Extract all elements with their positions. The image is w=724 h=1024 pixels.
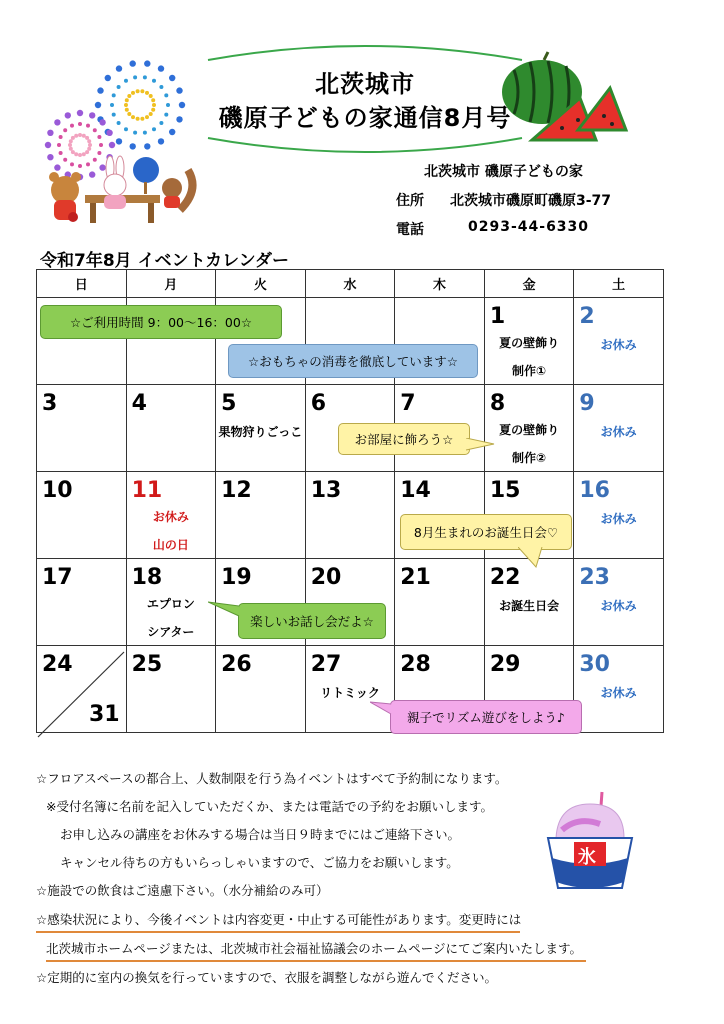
day-cell-21 — [395, 559, 485, 646]
event-text: 山の日 — [152, 538, 189, 552]
event-text: シアター — [147, 625, 195, 639]
day-number: 22 — [489, 565, 521, 590]
day-number: 20 — [310, 565, 342, 590]
day-cell-22 — [484, 559, 574, 646]
day-number: 19 — [221, 565, 252, 590]
note-infection: ☆感染状況により、今後イベントは内容変更・中止する可能性があります。変更時には — [36, 912, 522, 927]
day-number: 18 — [131, 565, 163, 590]
event-text: 制作① — [512, 364, 547, 378]
event-text: お誕生日会 — [499, 599, 560, 613]
day-cell-10 — [37, 472, 127, 559]
weekday-header: 土 — [574, 270, 664, 298]
note-waitlist: キャンセル待ちの方もいらっしゃいますので、ご協力をお願いします。 — [60, 855, 459, 870]
day-cell-17 — [37, 559, 127, 646]
note-food: ☆施設での飲食はご遠慮下さい。（水分補給のみ可） — [36, 883, 329, 898]
day-cell-26 — [216, 646, 306, 733]
day-number: 17 — [42, 565, 73, 590]
day-cell-25 — [126, 646, 216, 733]
day-number: 11 — [131, 478, 163, 503]
day-number: 23 — [579, 565, 610, 590]
event-calendar — [36, 269, 664, 739]
address-value: 北茨城市磯原町磯原3-77 — [450, 193, 612, 209]
day-number: 14 — [400, 478, 431, 503]
title-line-2: 磯原子どもの家通信8月号 — [218, 104, 512, 132]
note-reservation: ☆フロアスペースの都合上、人数制限を行う為イベントはすべて予約制になります。 — [36, 771, 508, 786]
day-cell-8 — [484, 385, 574, 472]
rhythm-bubble-tail — [370, 700, 392, 716]
event-text: お休み — [600, 338, 637, 352]
phone-label: 電話 — [396, 222, 424, 238]
day-number: 12 — [221, 478, 252, 503]
watermelon-illustration — [492, 50, 634, 150]
event-text: 夏の壁飾り — [499, 423, 560, 437]
day-number-31: 31 — [88, 702, 120, 727]
day-number: 26 — [221, 652, 252, 677]
shaved-ice-label: 氷 — [578, 847, 596, 868]
event-text: お休み — [600, 512, 637, 526]
firework-pink — [45, 110, 115, 180]
day-cell-1 — [484, 298, 574, 385]
org-name: 北茨城市 磯原子どもの家 — [424, 164, 583, 180]
fireworks-illustration — [40, 50, 200, 230]
day-24-31-divider — [36, 650, 126, 739]
toy-sanitize-bubble: ☆おもちゃの消毒を徹底しています☆ — [228, 344, 478, 378]
day-cell-23 — [574, 559, 664, 646]
birthday-bubble: 8月生まれのお誕生日会♡ — [400, 514, 572, 550]
day-number: 10 — [42, 478, 73, 503]
day-number: 25 — [131, 652, 163, 677]
day-number: 6 — [310, 391, 326, 416]
day-cell-12 — [216, 472, 306, 559]
event-text: エプロン — [146, 597, 195, 611]
event-text: 果物狩りごっこ — [218, 425, 303, 439]
day-number: 8 — [489, 391, 506, 416]
rhythm-bubble: 親子でリズム遊びをしよう♪ — [390, 700, 582, 734]
day-number: 30 — [579, 652, 610, 677]
day-number: 2 — [579, 304, 595, 329]
day-cell-27 — [305, 646, 395, 733]
note-cancel: お申し込みの講座をお休みする場合は当日９時までにはご連絡下さい。 — [60, 827, 461, 842]
weekday-header: 火 — [216, 270, 306, 298]
event-text: リトミック — [320, 686, 380, 700]
note-homepage: 北茨城市ホームページまたは、北茨城市社会福祉協議会のホームページにてご案内いたします。 — [46, 941, 583, 956]
day-number: 24 — [42, 652, 73, 677]
event-text: お休み — [600, 686, 637, 700]
address-label: 住所 — [396, 193, 424, 209]
day-number: 28 — [400, 652, 431, 677]
weekday-row — [37, 270, 664, 298]
day-cell-5 — [216, 385, 306, 472]
weekday-header: 水 — [305, 270, 395, 298]
event-text: 夏の壁飾り — [499, 336, 560, 350]
day-cell-30 — [574, 646, 664, 733]
note-underline-1 — [36, 931, 520, 933]
day-number: 21 — [400, 565, 431, 590]
event-text: 制作② — [512, 451, 547, 465]
story-bubble-tail — [208, 600, 240, 620]
title-line-1: 北茨城市 — [315, 70, 415, 98]
day-cell-9 — [574, 385, 664, 472]
day-number: 5 — [221, 391, 237, 416]
day-cell-3 — [37, 385, 127, 472]
weekday-header: 金 — [484, 270, 574, 298]
day-number: 1 — [489, 304, 506, 329]
day-cell-16 — [574, 472, 664, 559]
day-number: 16 — [579, 478, 610, 503]
note-underline-2 — [46, 960, 586, 962]
day-number: 13 — [310, 478, 342, 503]
event-text: お休み — [152, 510, 189, 524]
day-cell-11 — [126, 472, 216, 559]
day-cell-2 — [574, 298, 664, 385]
day-cell-13 — [305, 472, 395, 559]
firework-blue — [95, 60, 185, 149]
day-number: 4 — [131, 391, 147, 416]
decorate-bubble: お部屋に飾ろう☆ — [338, 423, 470, 455]
hours-bubble: ☆ご利用時間 9：00〜16：00☆ — [40, 305, 282, 339]
day-number: 27 — [310, 652, 342, 677]
weekday-header: 日 — [37, 270, 127, 298]
event-text: お休み — [600, 425, 637, 439]
note-ventilation: ☆定期的に室内の換気を行っていますので、衣服を調整しながら遊んでください。 — [36, 970, 497, 985]
decorate-bubble-tail — [466, 438, 496, 452]
note-how-to-reserve: ※受付名簿に名前を記入していただくか、または電話での予約をお願いします。 — [46, 799, 493, 814]
day-cell-18 — [126, 559, 216, 646]
weekday-header: 木 — [395, 270, 485, 298]
day-cell-4 — [126, 385, 216, 472]
story-bubble: 楽しいお話し会だよ☆ — [238, 603, 386, 639]
day-number: 9 — [579, 391, 595, 416]
day-number: 15 — [489, 478, 521, 503]
day-number: 29 — [489, 652, 521, 677]
birthday-bubble-tail — [518, 547, 548, 569]
weekday-header: 月 — [126, 270, 216, 298]
calendar-heading: 令和7年8月 イベントカレンダー — [40, 251, 289, 271]
day-number: 3 — [42, 391, 58, 416]
day-number: 7 — [400, 391, 416, 416]
phone-value: 0293-44-6330 — [468, 219, 590, 235]
event-text: お休み — [600, 599, 637, 613]
